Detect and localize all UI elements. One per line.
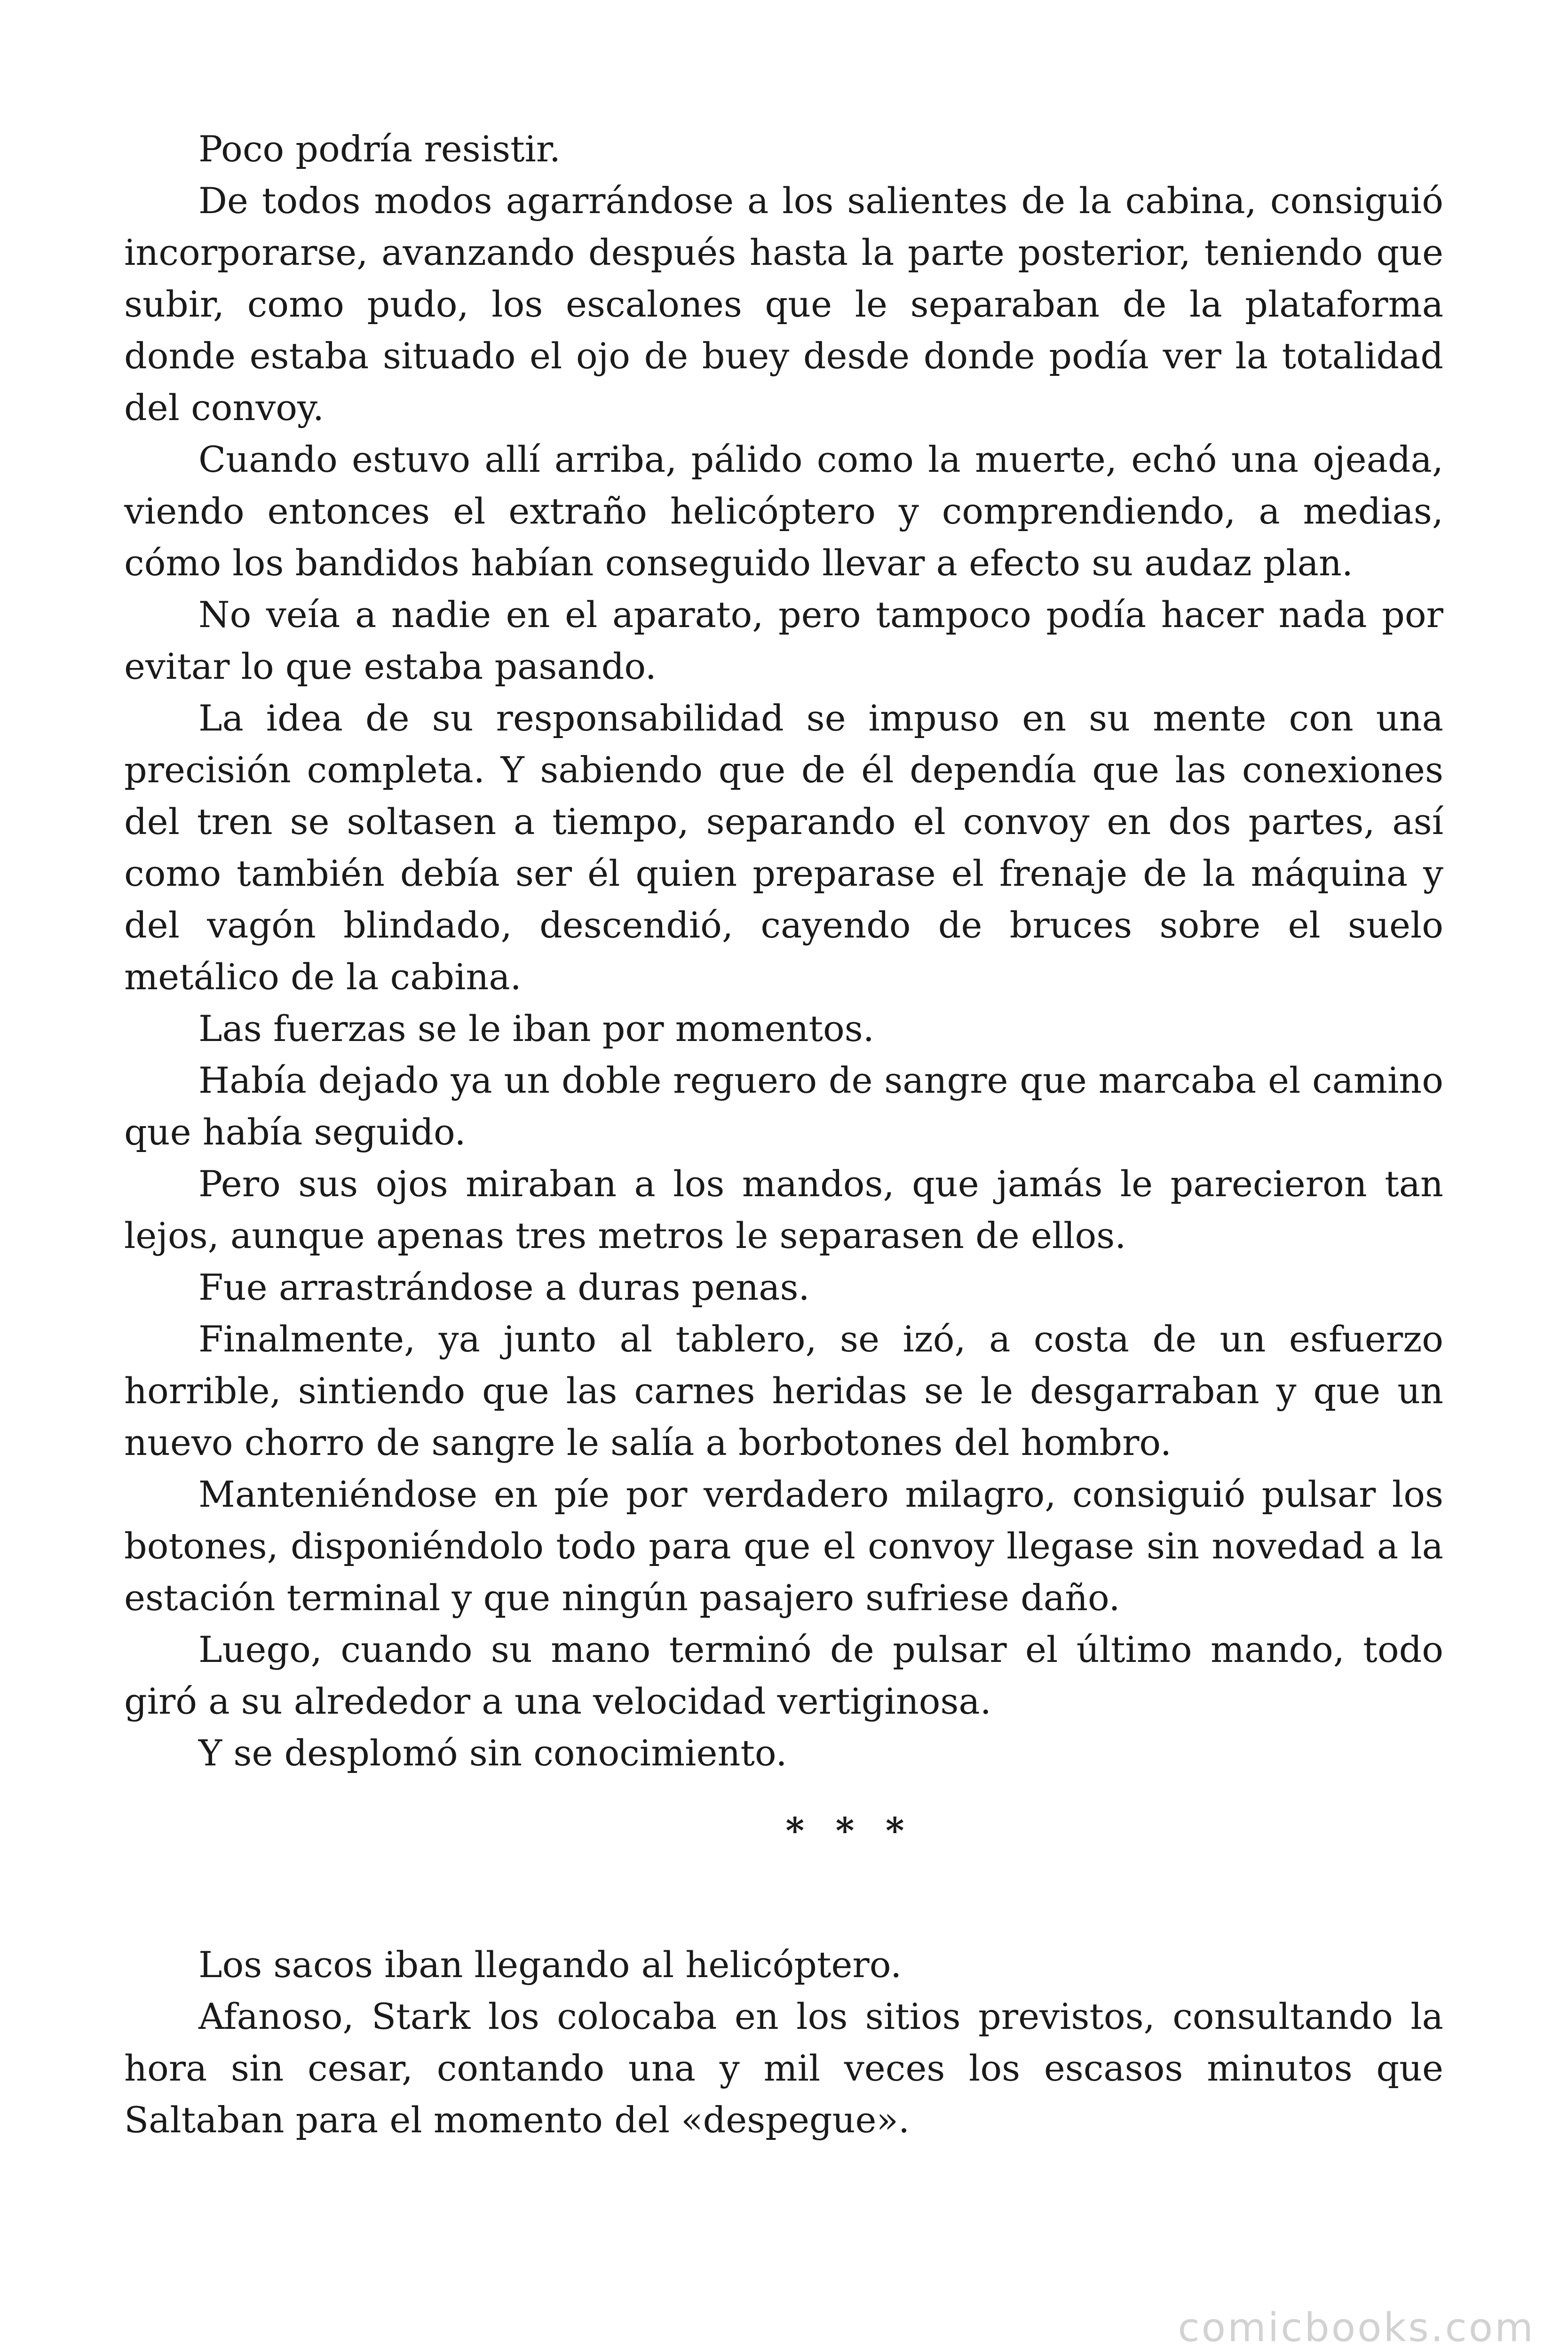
paragraph: Había dejado ya un doble reguero de sangre que marcaba el camino que había seguido.	[124, 1059, 1443, 1153]
section-spacer	[124, 1883, 1443, 1939]
paragraph: Pero sus ojos miraban a los mandos, que jamás le parecieron tan lejos, aunque apenas tres metros le separasen de ellos.	[124, 1163, 1443, 1256]
paragraph: Y se desplomó sin conocimiento.	[198, 1732, 787, 1774]
paragraph: De todos modos agarrándose a los salientes de la cabina, consiguió incorporarse, avanzando después hasta la parte posterior, teniendo que subir, como pudo, los escalones que le separaban de la plataforma donde estaba situado el ojo de buey desde donde podía ver la totalidad del convoy.	[124, 180, 1443, 429]
page-body	[124, 123, 1443, 2146]
paragraph: La idea de su responsabilidad se impuso en su mente con una precisión completa. Y sabiendo que de él dependía que las conexiones del tren se soltasen a tiempo, separando el convoy en dos partes, así como también debía ser él quien preparase el frenaje de la máquina y del vagón blindado, descendió, cayendo de bruces sobre el suelo metálico de la cabina.	[124, 697, 1443, 998]
paragraph: No veía a nadie en el aparato, pero tampoco podía hacer nada por evitar lo que estaba pasando.	[124, 594, 1443, 687]
paragraph: Afanoso, Stark los colocaba en los sitios previstos, consultando la hora sin cesar, contando una y mil veces los escasos minutos que Saltaban para el momento del «despegue».	[124, 1995, 1443, 2141]
paragraph: Las fuerzas se le iban por momentos.	[198, 1008, 874, 1049]
scene-break: * * *	[785, 1810, 914, 1851]
paragraph: Cuando estuvo allí arriba, pálido como la muerte, echó una ojeada, viendo entonces el extraño helicóptero y comprendiendo, a medias, cómo los bandidos habían conseguido llevar a efecto su audaz plan.	[124, 438, 1443, 584]
paragraph: Manteniéndose en píe por verdadero milagro, consiguió pulsar los botones, disponiéndolo todo para que el convoy llegase sin novedad a la estación terminal y que ningún pasajero sufriese daño.	[124, 1473, 1443, 1619]
paragraph: Finalmente, ya junto al tablero, se izó, a costa de un esfuerzo horrible, sintiendo que las carnes heridas se le desgarraban y que un nuevo chorro de sangre le salía a borbotones del hombro.	[124, 1318, 1443, 1463]
paragraph: Fue arrastrándose a duras penas.	[198, 1266, 810, 1308]
watermark: comicbooks.com	[1178, 2304, 1535, 2351]
paragraph: Poco podría resistir.	[198, 128, 561, 170]
paragraph: Los sacos iban llegando al helicóptero.	[198, 1944, 902, 1986]
paragraph: Luego, cuando su mano terminó de pulsar el último mando, todo giró a su alrededor a una velocidad vertiginosa.	[124, 1629, 1443, 1722]
